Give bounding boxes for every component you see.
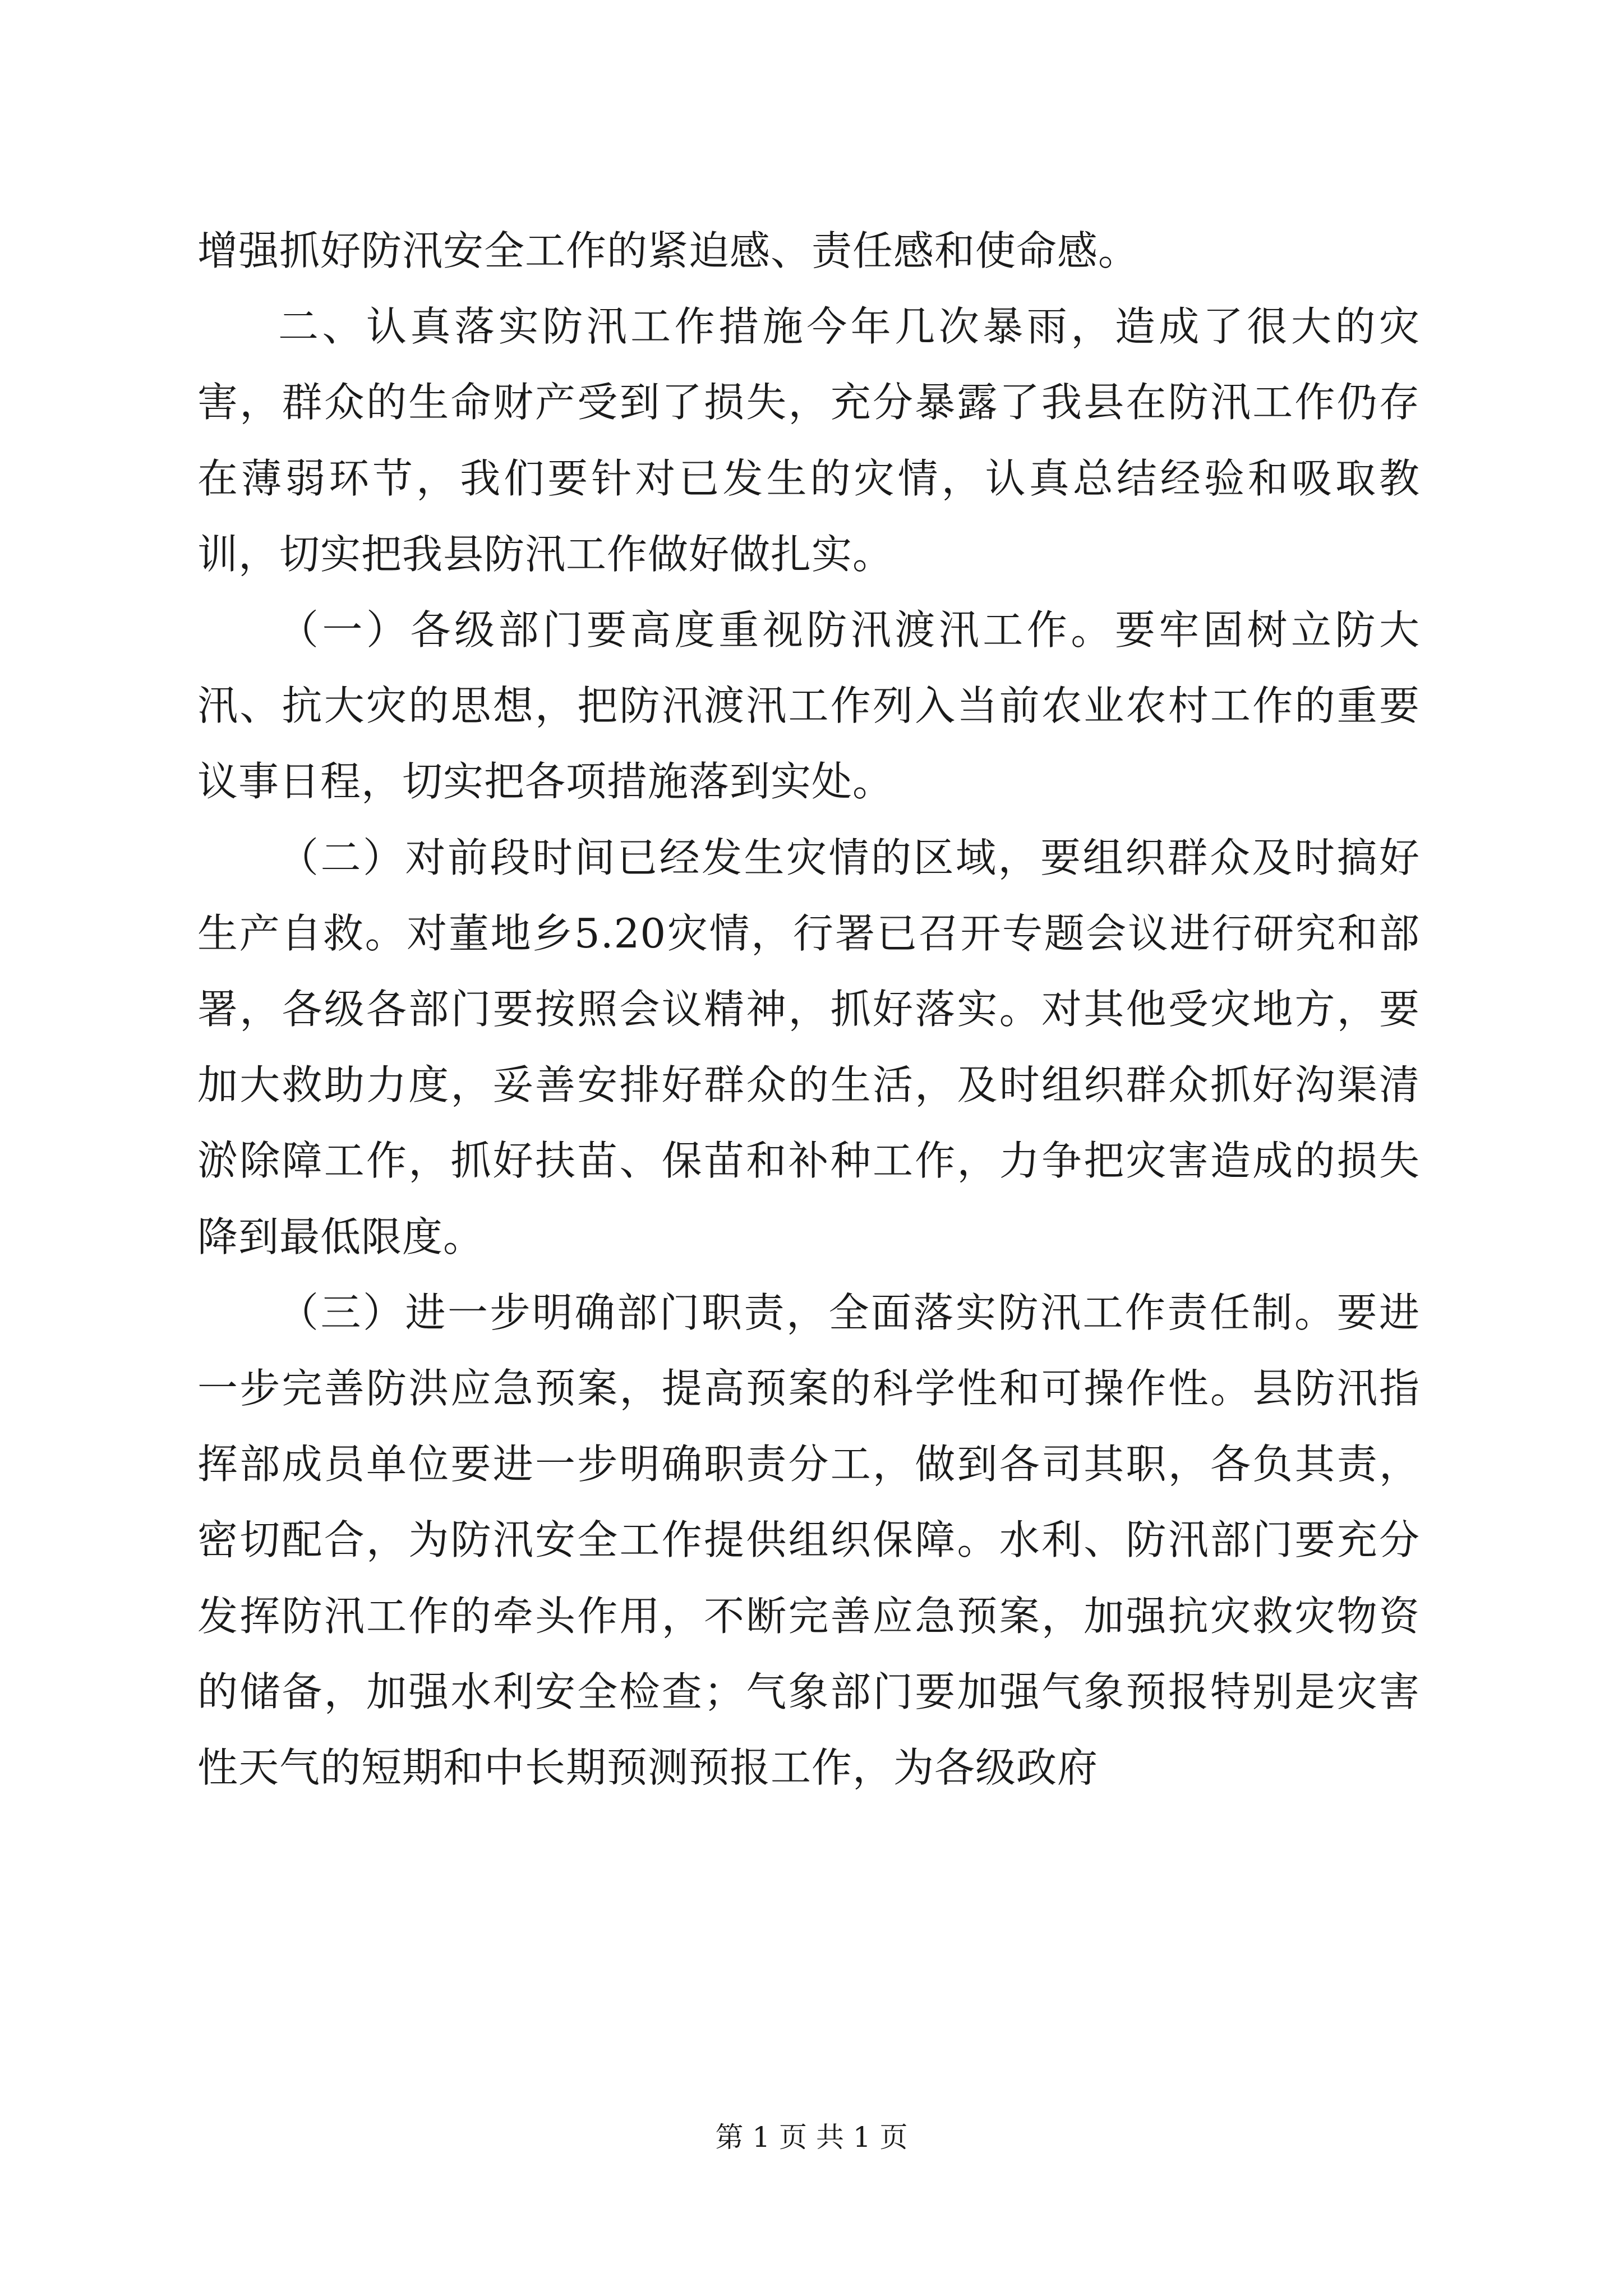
page-footer: 第 1 页 共 1 页 — [715, 2121, 908, 2154]
paragraph-section-two: 二、认真落实防汛工作措施今年几次暴雨，造成了很大的灾害，群众的生命财产受到了损失，充分暴露了我县在防汛工作仍存在薄弱环节，我们要针对已发生的灾情，认真总结经验和吸取教训，切实把我县防汛工作做好做扎实。 — [197, 303, 1420, 578]
paragraph-item-three: （三）进一步明确部门职责，全面落实防汛工作责任制。要进一步完善防洪应急预案，提高预案的科学性和可操作性。县防汛指挥部成员单位要进一步明确职责分工，做到各司其职，各负其责，密切配合，为防汛安全工作提供组织保障。水利、防汛部门要充分发挥防汛工作的牵头作用，不断完善应急预案，加强抗灾救灾物资的储备，加强水利安全检查；气象部门要加强气象预报特别是灾害性天气的短期和中长期预测预报工作，为各级政府 — [197, 1289, 1420, 1792]
paragraph-item-one: （一）各级部门要高度重视防汛渡汛工作。要牢固树立防大汛、抗大灾的思想，把防汛渡汛工作列入当前农业农村工作的重要议事日程，切实把各项措施落到实处。 — [197, 606, 1420, 806]
document-body — [197, 213, 1420, 1806]
paragraph-continuation: 增强抓好防汛安全工作的紧迫感、责任感和使命感。 — [197, 227, 1140, 274]
paragraph-item-two: （二）对前段时间已经发生灾情的区域，要组织群众及时搞好生产自救。对董地乡5.20灾情，行署已召开专题会议进行研究和部署，各级各部门要按照会议精神，抓好落实。对其他受灾地方，要加大救助力度，妥善安排好群众的生活，及时组织群众抓好沟渠清淤除障工作，抓好扶苗、保苗和补种工作，力争把灾害造成的损失降到最低限度。 — [197, 834, 1420, 1260]
